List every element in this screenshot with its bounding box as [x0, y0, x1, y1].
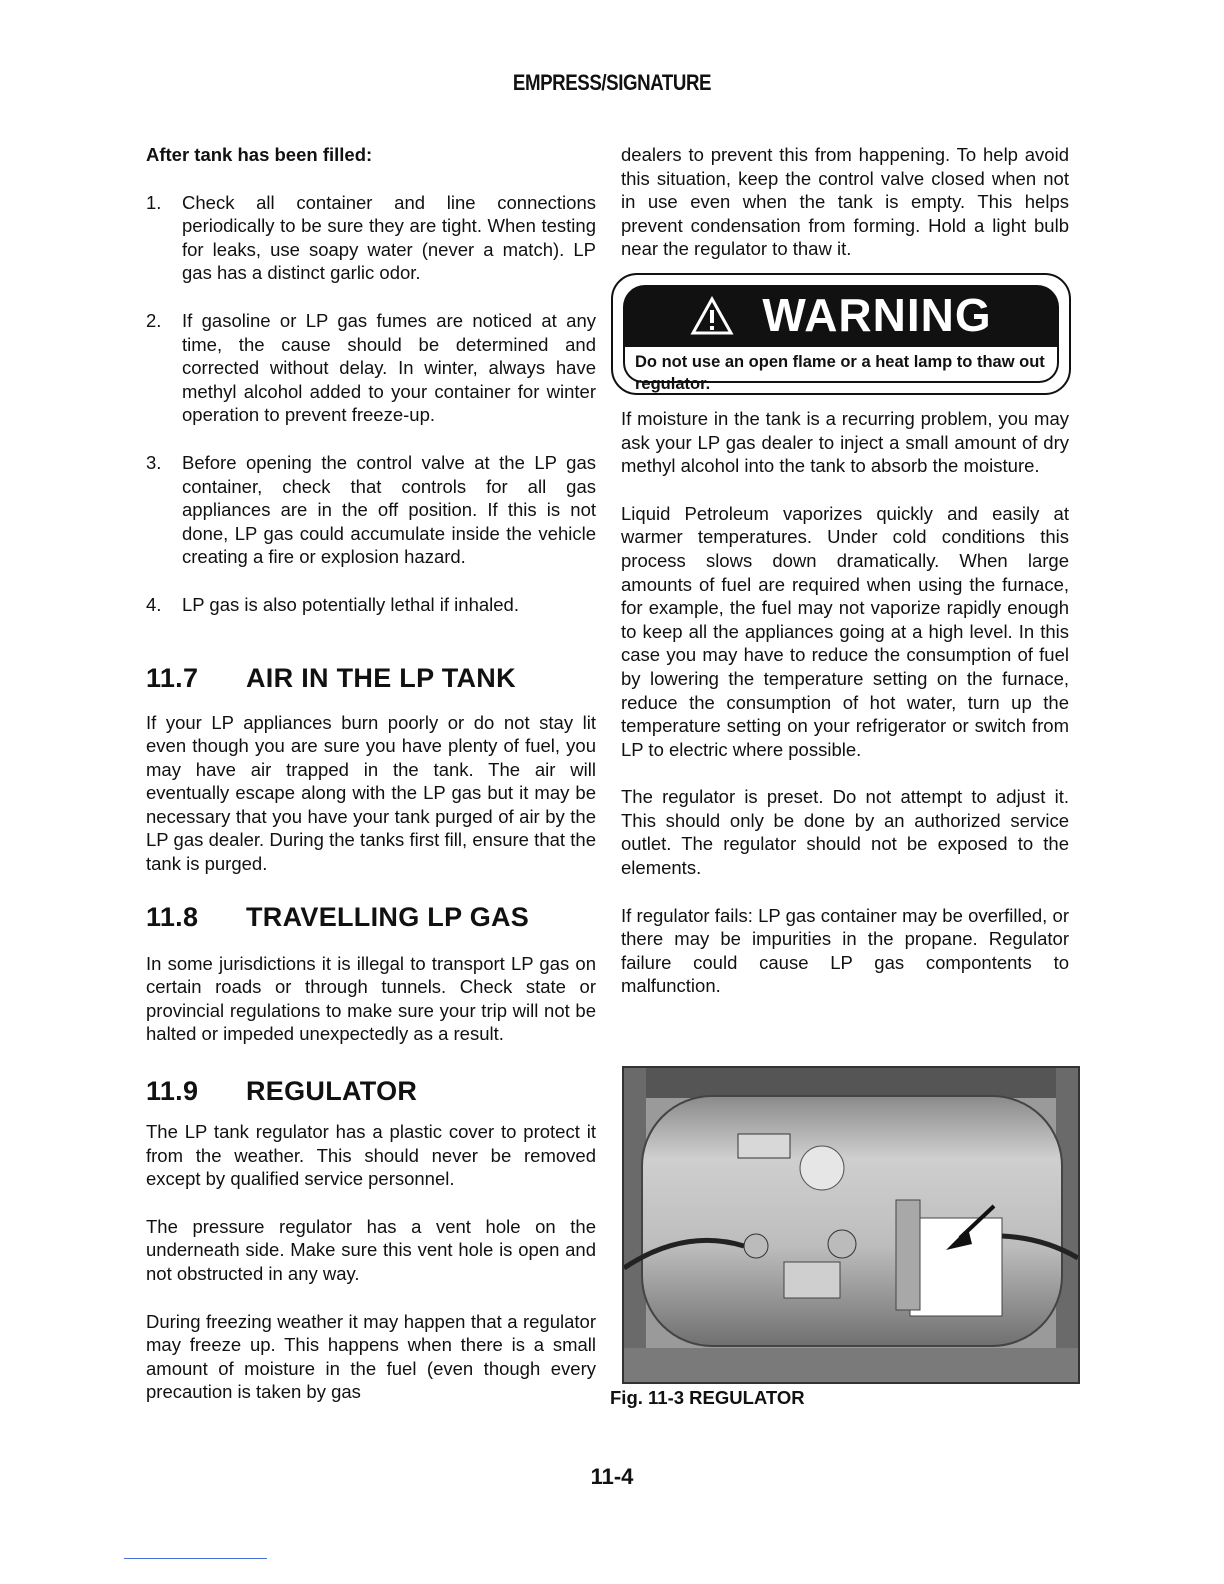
- footer-divider: [124, 1558, 267, 1559]
- section-heading-11-8: 11.8 TRAVELLING LP GAS: [146, 901, 530, 932]
- moisture-paragraph: If moisture in the tank is a recurring problem, you may ask your LP gas dealer to inject a small amount of dry methyl alcohol into the tank to absorb the moisture.: [621, 407, 1069, 477]
- list-item: 1. Check all container and line connections periodically to be sure they are tight. When testing for leaks, use soapy water (never a match). LP gas has a distinct garlic odor.: [146, 191, 596, 284]
- section-heading-11-9: 11.9 REGULATOR: [146, 1076, 418, 1107]
- list-item: 3. Before opening the control valve at the LP gas container, check that controls for all gas appliances are in the off position. If this is not done, LP gas could accumulate inside the vehicle creating a fire or explosion hazard.: [146, 451, 596, 568]
- section-11-8-text: In some jurisdictions it is illegal to transport LP gas on certain roads or through tunnels. Check state or provincial regulations to make sure your trip will not be halted or impeded unexpectedly as a result.: [146, 952, 596, 1045]
- subheading-after-filled: After tank has been filled:: [146, 144, 373, 165]
- list-item: 4. LP gas is also potentially lethal if inhaled.: [146, 593, 519, 615]
- figure-caption: Fig. 11-3 REGULATOR: [610, 1387, 805, 1408]
- lp-tank-illustration: [624, 1068, 1078, 1382]
- filled-checklist: [146, 191, 596, 617]
- regulator-fails-paragraph: If regulator fails: LP gas container may be overfilled, or there may be impurities in the propane. Regulator failure could cause LP gas compontents to malfunction.: [621, 904, 1069, 997]
- section-11-9-paragraph-2: The pressure regulator has a vent hole on the underneath side. Make sure this vent hole is open and not obstructed in any way.: [146, 1215, 596, 1284]
- warning-box: [611, 273, 1071, 395]
- section-11-9-paragraph-1: The LP tank regulator has a plastic cover to protect it from the weather. This should never be removed except by qualified service personnel.: [146, 1121, 596, 1190]
- warning-text: Do not use an open flame or a heat lamp to thaw out regulator.: [623, 347, 1059, 383]
- right-column: [621, 143, 1069, 998]
- section-11-9-paragraph-3: During freezing weather it may happen that a regulator may freeze up. This happens when there is a small amount of moisture in the fuel (even though every precaution is taken by gas: [146, 1310, 596, 1403]
- section-11-7-text: If your LP appliances burn poorly or do not stay lit even though you are sure you have plenty of fuel, you may have air trapped in the tank. The air will eventually escape along with the LP gas but it may be necessary that you have your tank purged of air by the LP gas dealer. During the tanks first fill, ensure that the tank is purged.: [146, 711, 596, 875]
- regulator-photo: [622, 1066, 1080, 1384]
- page-header: EMPRESS/SIGNATURE: [512, 70, 712, 95]
- warning-title: WARNING: [762, 289, 992, 342]
- continued-paragraph: dealers to prevent this from happening. To help avoid this situation, keep the control valve closed when not in use even when the tank is empty. This helps prevent condensation from forming. Hold a light bulb near the regulator to thaw it.: [621, 144, 1069, 260]
- left-column: [146, 143, 596, 1404]
- liquid-petroleum-paragraph: Liquid Petroleum vaporizes quickly and easily at warmer temperatures. Under cold conditions this process slows down dramatically. When large amounts of fuel are required when using the furnace, for example, the fuel may not vaporize rapidly enough to keep all the appliances going at a high level. In this case you may have to reduce the consumption of fuel by lowering the temperature setting on the furnace, reduce the consumption of hot water, turn up the temperature setting on your refrigerator or switch from LP to electric where possible.: [621, 502, 1069, 760]
- page-number: 11-4: [590, 1464, 634, 1489]
- warning-triangle-icon: [690, 296, 734, 336]
- list-item: 2. If gasoline or LP gas fumes are noticed at any time, the cause should be determined and corrected without delay. In winter, always have methyl alcohol added to your container for winter operation to prevent freeze-up.: [146, 309, 596, 426]
- regulator-preset-paragraph: The regulator is preset. Do not attempt to adjust it. This should only be done by an authorized service outlet. The regulator should not be exposed to the elements.: [621, 786, 1069, 879]
- section-heading-11-7: 11.7 AIR IN THE LP TANK: [146, 662, 516, 693]
- warning-banner: [623, 285, 1059, 347]
